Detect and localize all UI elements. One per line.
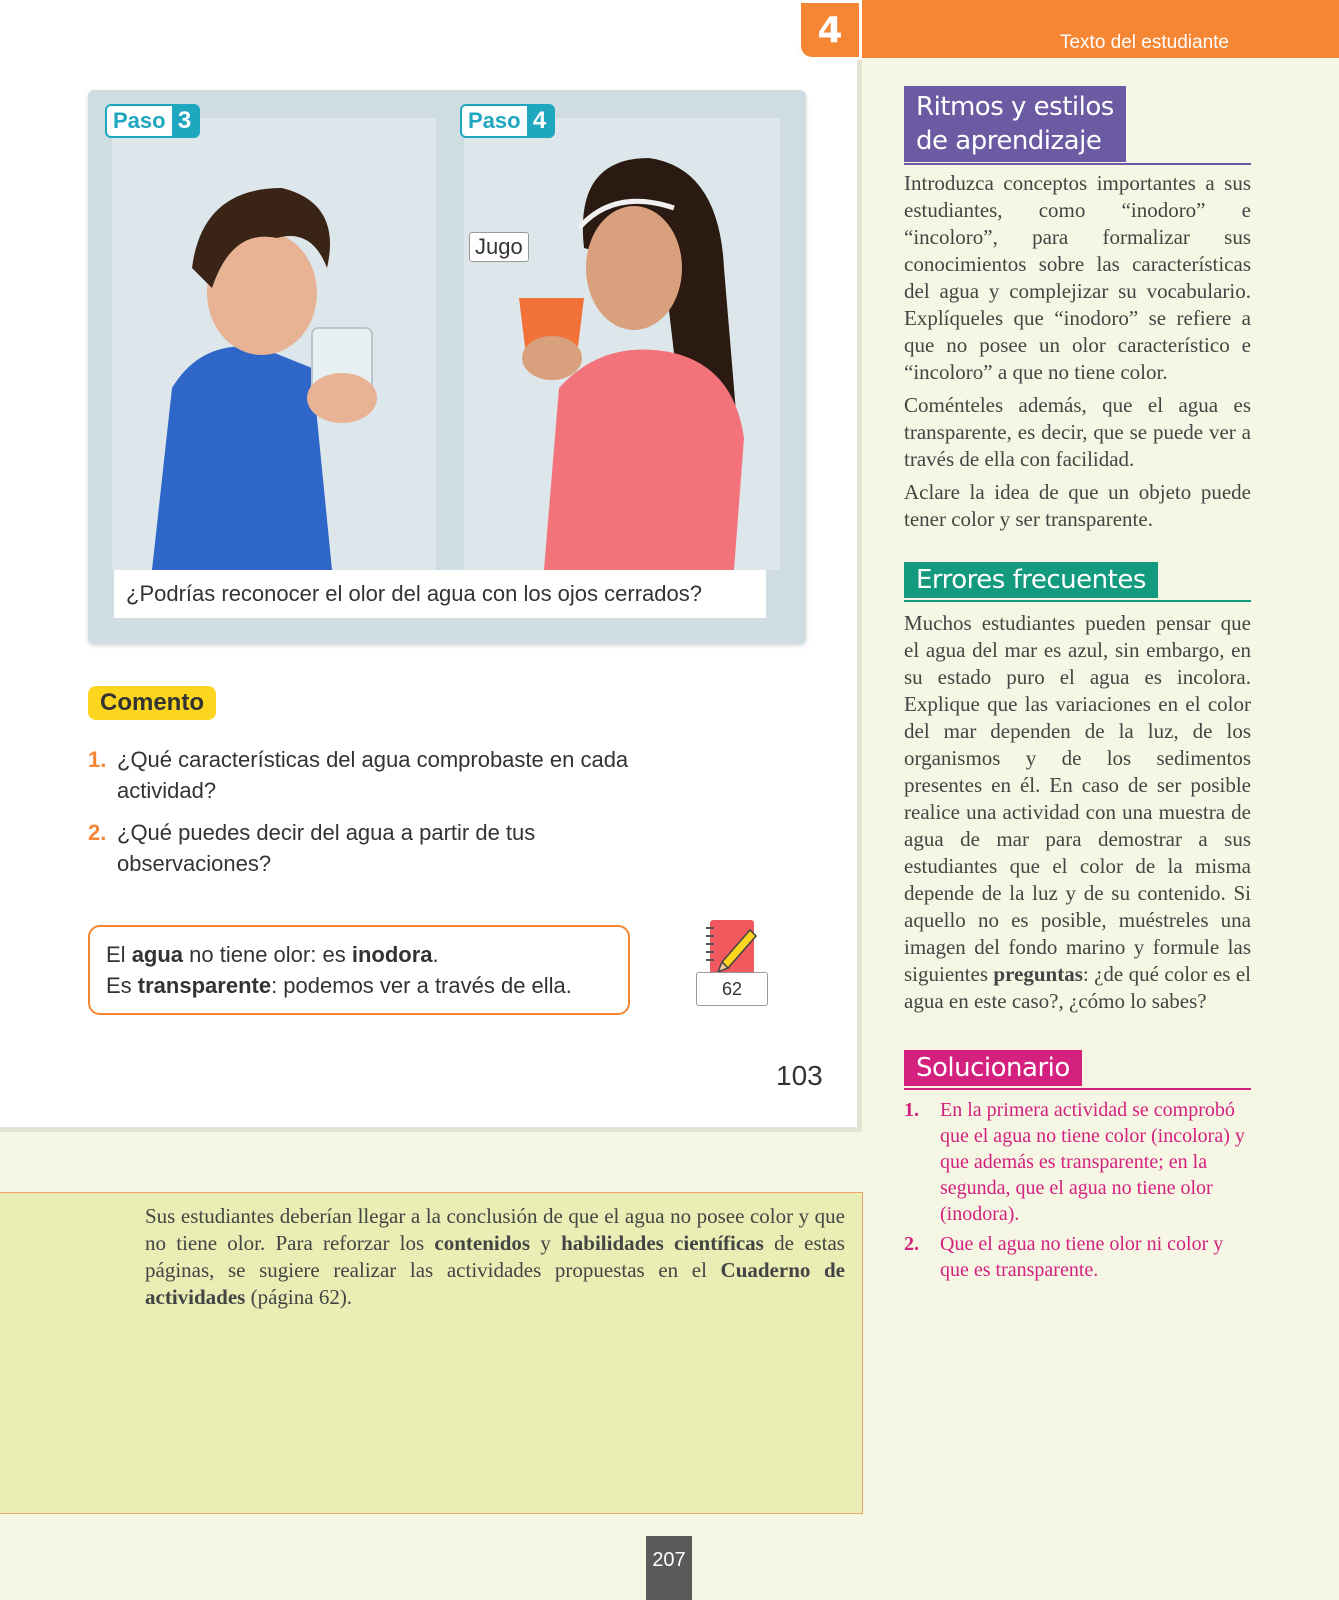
ritmos-section-title — [904, 86, 1126, 162]
section-divider — [904, 1088, 1251, 1090]
bold-term: inodora — [351, 942, 433, 967]
photo-girl-smelling-juice — [464, 118, 780, 570]
notebook-pencil-icon — [704, 918, 760, 976]
bold-term: transparente — [137, 973, 272, 998]
question-text: ¿Qué características del agua comprobaste en cada actividad? — [117, 747, 629, 803]
photo-caption: ¿Podrías reconocer el olor del agua con los ojos cerrados? — [114, 570, 766, 618]
text: Muchos estudiantes pueden pensar que el agua del mar es azul, sin embargo, en su estado puro el agua es incolora. Explique que las variaciones en el color del mar dependen de la luz, de los organismos y de los sedimentos presentes en él. En caso de ser posible realice una actividad con una muestra de agua de mar para demostrar a sus estudiantes que el color de la misma depende de la luz y de su contenido. Si aquello no es posible, muéstreles una imagen del fondo marino y formule las siguientes — [904, 611, 1251, 986]
title-line: de aprendizaje — [916, 126, 1102, 156]
photo-boy-smelling-water — [112, 118, 436, 570]
chapter-number-tab: 4 — [798, 0, 862, 60]
guide-page-number: 207 — [646, 1536, 692, 1600]
item-number: 1. — [904, 1099, 919, 1121]
concept-line-2 — [106, 970, 628, 1001]
header-band-label: Texto del estudiante — [1059, 32, 1229, 53]
text: de estas páginas, se sugiere realizar las actividades propuestas en el — [145, 1231, 845, 1282]
student-page-number: 103 — [776, 1060, 823, 1091]
bold-term: contenidos — [434, 1231, 531, 1255]
text: : ¿de qué color es el agua en este caso?, ¿cómo lo sabes? — [904, 962, 1251, 1013]
concept-line-1 — [106, 939, 628, 970]
notebook-page-reference: 62 — [696, 972, 768, 1006]
text: (página 62). — [245, 1285, 353, 1309]
text: y — [530, 1231, 562, 1255]
step-4-badge — [460, 104, 555, 138]
question-2 — [88, 817, 648, 879]
text: . — [432, 942, 439, 967]
teacher-note-text — [145, 1203, 845, 1311]
text: Es — [106, 973, 138, 998]
item-text: Que el agua no tiene olor ni color y que es transparente. — [940, 1233, 1224, 1281]
comento-title: Comento — [88, 686, 216, 720]
paragraph: Introduzca conceptos importantes a sus estudiantes, como “inodoro” e “incoloro”, para formalizar sus conocimientos sobre las características del agua y complejizar su vocabulario. Explíqueles que “inodoro” se refiere a que no posee un olor característico e “incoloro” a que no tiene color. — [904, 171, 1251, 384]
text: no tiene olor: es — [183, 942, 352, 967]
question-text: ¿Qué puedes decir del agua a partir de tus observaciones? — [117, 820, 536, 876]
step-3-badge — [105, 104, 200, 138]
step-word: Paso — [468, 108, 521, 133]
question-number: 2. — [88, 820, 107, 845]
errores-section-title: Errores frecuentes — [904, 562, 1158, 598]
text: : podemos ver a través de ella. — [271, 973, 572, 998]
question-number: 1. — [88, 747, 107, 772]
list-item — [904, 1097, 1251, 1227]
text: Sus estudiantes deberían llegar a la conclusión de que el agua no posee color y que no tiene olor. Para reforzar los — [145, 1204, 845, 1255]
step-word: Paso — [113, 108, 166, 133]
section-divider — [904, 600, 1251, 602]
bold-term: preguntas — [993, 962, 1083, 986]
errores-section-text — [904, 610, 1251, 1015]
ritmos-section-text — [904, 170, 1251, 539]
step-number: 3 — [172, 106, 198, 136]
item-number: 2. — [904, 1233, 919, 1255]
paragraph: Aclare la idea de que un objeto puede tener color y ser transparente. — [904, 480, 1251, 531]
solucionario-section-title: Solucionario — [904, 1050, 1082, 1086]
bold-term: habilidades científicas — [561, 1231, 764, 1255]
bold-term: agua — [131, 942, 184, 967]
text: El — [106, 942, 132, 967]
title-line: Ritmos y estilos — [916, 92, 1114, 122]
juice-label: Jugo — [469, 232, 529, 262]
step-number: 4 — [527, 106, 553, 136]
question-1 — [88, 744, 648, 806]
photo-panel — [88, 90, 806, 644]
solucionario-list — [904, 1097, 1251, 1287]
section-divider — [904, 163, 1251, 165]
item-text: En la primera actividad se comprobó que el agua no tiene color (incolora) y que además es transparente; en la segunda, que el agua no tiene olor (inodora). — [940, 1099, 1245, 1225]
paragraph: Coménteles además, que el agua es transparente, es decir, que se puede ver a través de ella con facilidad. — [904, 393, 1251, 471]
list-item — [904, 1231, 1251, 1283]
concept-box — [88, 925, 630, 1015]
bold-term: Cuaderno de actividades — [145, 1258, 845, 1309]
